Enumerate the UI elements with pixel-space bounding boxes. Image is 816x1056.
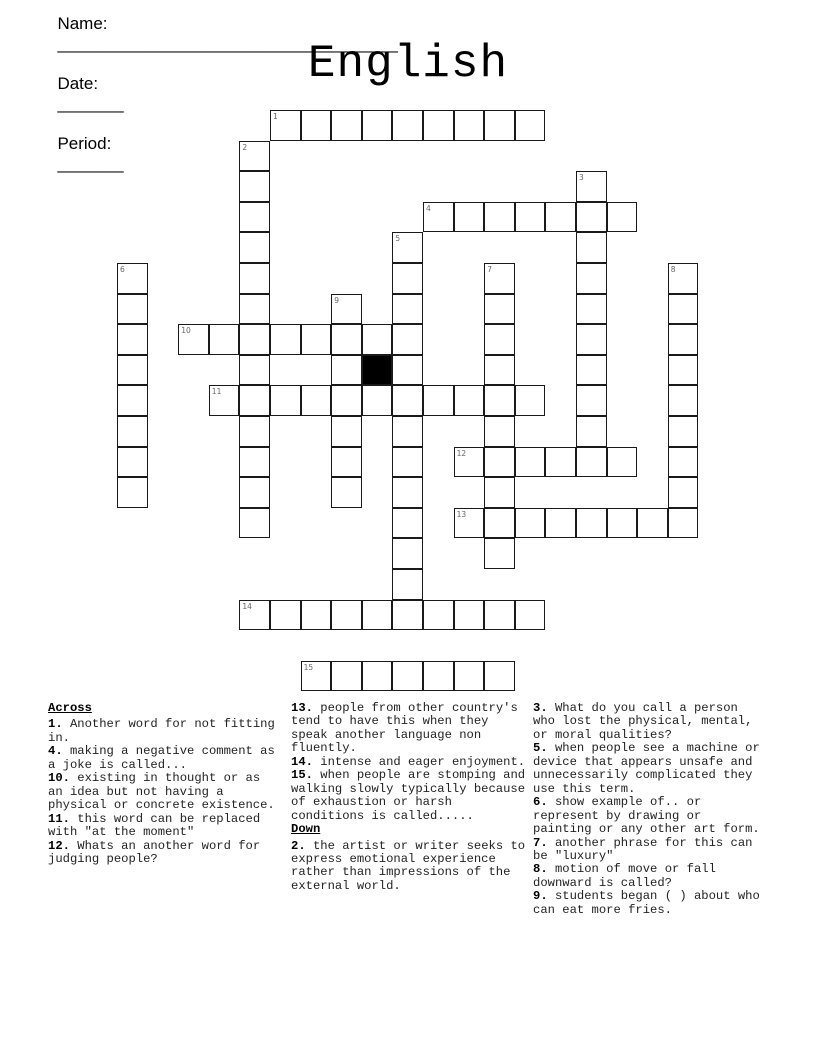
grid-cell[interactable] (117, 416, 148, 447)
grid-cell[interactable] (392, 110, 423, 141)
grid-cell[interactable] (392, 355, 423, 386)
grid-cell[interactable] (117, 447, 148, 478)
grid-cell[interactable] (484, 355, 515, 386)
grid-cell[interactable] (301, 324, 332, 355)
grid-cell[interactable] (484, 600, 515, 631)
grid-cell[interactable] (668, 294, 699, 325)
grid-cell[interactable] (331, 600, 362, 631)
grid-cell[interactable] (668, 416, 699, 447)
clue-number: 14 (242, 601, 252, 611)
clue-down-5: 5. when people see a machine or device that appears unsafe and unnecessarily complicated they use this term. (533, 741, 760, 796)
grid-cell[interactable] (392, 416, 423, 447)
grid-cell[interactable] (576, 447, 607, 478)
grid-cell[interactable] (484, 538, 515, 569)
grid-cell[interactable] (576, 508, 607, 539)
grid-cell[interactable] (576, 232, 607, 263)
grid-cell[interactable] (576, 294, 607, 325)
grid-cell[interactable] (454, 110, 485, 141)
grid-cell[interactable] (668, 447, 699, 478)
grid-cell[interactable] (331, 294, 362, 325)
grid-cell[interactable] (515, 447, 546, 478)
grid-cell[interactable] (545, 202, 576, 233)
grid-cell[interactable] (178, 324, 209, 355)
clue-across-13: 13. people from other country's tend to have this when they speak another language non fluently. (291, 701, 518, 756)
grid-cell[interactable] (239, 355, 270, 386)
grid-cell[interactable] (576, 385, 607, 416)
grid-cell[interactable] (637, 508, 668, 539)
grid-cell[interactable] (515, 385, 546, 416)
grid-cell[interactable] (392, 324, 423, 355)
grid-cell[interactable] (270, 324, 301, 355)
grid-cell[interactable] (423, 600, 454, 631)
grid-cell[interactable] (270, 385, 301, 416)
grid-cell[interactable] (423, 385, 454, 416)
grid-cell[interactable] (515, 508, 546, 539)
grid-cell[interactable] (331, 355, 362, 386)
grid-cell[interactable] (239, 263, 270, 294)
grid-cell[interactable] (392, 569, 423, 600)
clue-across-12: 12. Whats an another word for judging people? (48, 838, 261, 866)
grid-cell[interactable] (331, 447, 362, 478)
clue-across-14: 14. intense and eager enjoyment. (291, 754, 526, 769)
clue-number: 11 (211, 387, 222, 397)
grid-cell[interactable] (117, 355, 148, 386)
grid-cell[interactable] (576, 355, 607, 386)
name-field[interactable]: ____________________________________ (57, 34, 398, 53)
grid-cell[interactable] (331, 661, 362, 692)
clue-down-8: 8. motion of move or fall downward is called? (533, 862, 716, 890)
grid-cell[interactable] (331, 416, 362, 447)
grid-cell[interactable] (484, 416, 515, 447)
grid-cell[interactable] (239, 171, 270, 202)
grid-cell[interactable] (484, 110, 515, 141)
grid-cell[interactable] (392, 385, 423, 416)
clue-down-2: 2. the artist or writer seeks to express emotional experience rather than impressions of the external world. (291, 838, 526, 893)
grid-cell[interactable] (423, 202, 454, 233)
grid-cell[interactable] (392, 538, 423, 569)
grid-cell[interactable] (331, 477, 362, 508)
grid-cell[interactable] (239, 447, 270, 478)
grid-cell[interactable] (362, 600, 393, 631)
grid-cell[interactable] (576, 416, 607, 447)
clue-across-15: 15. when people are stomping and walking slowly typically because of exhaustion or harsh conditions is called..... (291, 768, 526, 823)
clue-number: 15 (303, 662, 314, 672)
clue-number: 12 (456, 448, 467, 458)
grid-cell[interactable] (454, 600, 485, 631)
grid-cell[interactable] (331, 110, 362, 141)
grid-cell[interactable] (301, 600, 332, 631)
grid-cell[interactable] (484, 324, 515, 355)
grid-cell[interactable] (117, 294, 148, 325)
clues-column-2 (291, 702, 529, 893)
grid-cell[interactable] (668, 355, 699, 386)
grid-cell[interactable] (454, 447, 485, 478)
grid-cell[interactable] (576, 263, 607, 294)
clue-number: 7 (487, 265, 492, 274)
clue-down-6: 6. show example of.. or represent by drawing or painting or any other art form. (533, 795, 760, 837)
date-label: Date: (57, 74, 99, 93)
grid-cell[interactable] (392, 263, 423, 294)
grid-cell[interactable] (239, 600, 270, 631)
page-title: English (307, 38, 509, 90)
clue-across-10: 10. existing in thought or as an idea but not having a physical or concrete existence. (48, 771, 275, 813)
grid-cell[interactable] (484, 661, 515, 692)
grid-cell[interactable] (454, 508, 485, 539)
clue-number: 9 (334, 295, 339, 305)
grid-cell[interactable] (484, 447, 515, 478)
grid-cell[interactable] (423, 661, 454, 692)
grid-cell[interactable] (484, 294, 515, 325)
grid-cell[interactable] (607, 508, 638, 539)
black-cell (362, 355, 393, 386)
grid-cell[interactable] (515, 600, 546, 631)
clue-number: 6 (120, 265, 125, 274)
grid-cell[interactable] (117, 477, 148, 508)
grid-cell[interactable] (515, 202, 546, 233)
clue-number: 3 (579, 173, 584, 183)
grid-cell[interactable] (331, 324, 362, 355)
name-label: Name: (57, 14, 108, 33)
grid-cell[interactable] (117, 263, 148, 294)
grid-cell[interactable] (392, 447, 423, 478)
grid-cell[interactable] (392, 294, 423, 325)
grid-cell[interactable] (515, 110, 546, 141)
date-field[interactable]: _______ (57, 94, 124, 113)
clue-number: 13 (456, 509, 467, 519)
clue-across-1: 1. Another word for not fitting in. (48, 717, 275, 745)
clue-number: 10 (181, 326, 191, 336)
clue-down-3: 3. What do you call a person who lost the physical, mental, or moral qualities? (533, 701, 753, 742)
grid-cell[interactable] (331, 385, 362, 416)
grid-cell[interactable] (454, 202, 485, 233)
grid-cell[interactable] (545, 508, 576, 539)
down-heading: Down (291, 822, 321, 837)
grid-cell[interactable] (484, 263, 515, 294)
clue-down-9: 9. students began ( ) about who can eat more fries. (533, 889, 760, 917)
grid-cell[interactable] (484, 385, 515, 416)
grid-cell[interactable] (576, 171, 607, 202)
across-heading: Across (48, 701, 92, 715)
clue-number: 5 (395, 234, 401, 244)
grid-cell[interactable] (239, 477, 270, 508)
grid-cell[interactable] (239, 232, 270, 263)
grid-cell[interactable] (454, 385, 485, 416)
clue-number: 2 (242, 142, 248, 152)
grid-cell[interactable] (607, 447, 638, 478)
grid-cell[interactable] (668, 324, 699, 355)
period-label: Period: (57, 134, 112, 153)
grid-cell[interactable] (607, 202, 638, 233)
clue-number: 4 (426, 203, 431, 213)
grid-cell[interactable] (362, 110, 393, 141)
grid-cell[interactable] (576, 202, 607, 233)
grid-cell[interactable] (301, 661, 332, 692)
grid-cell[interactable] (668, 508, 699, 539)
clue-number: 1 (273, 112, 278, 121)
grid-cell[interactable] (239, 324, 270, 355)
grid-cell[interactable] (270, 110, 301, 141)
grid-cell[interactable] (239, 294, 270, 325)
grid-cell[interactable] (484, 477, 515, 508)
grid-cell[interactable] (301, 110, 332, 141)
grid-cell[interactable] (668, 385, 699, 416)
grid-cell[interactable] (484, 508, 515, 539)
grid-cell[interactable] (484, 202, 515, 233)
grid-cell[interactable] (392, 232, 423, 263)
clue-across-11: 11. this word can be replaced with "at the moment" (48, 811, 261, 840)
grid-cell[interactable] (209, 324, 240, 355)
grid-cell[interactable] (239, 508, 270, 539)
grid-cell[interactable] (392, 600, 423, 631)
grid-cell[interactable] (239, 385, 270, 416)
clues-column-3 (533, 702, 765, 917)
grid-cell[interactable] (392, 508, 423, 539)
grid-cell[interactable] (454, 661, 485, 692)
clue-down-7: 7. another phrase for this can be "luxury" (533, 835, 753, 863)
grid-cell[interactable] (668, 477, 699, 508)
grid-cell[interactable] (239, 202, 270, 233)
grid-cell[interactable] (270, 600, 301, 631)
grid-cell[interactable] (423, 110, 454, 141)
grid-cell[interactable] (362, 385, 393, 416)
grid-cell[interactable] (239, 416, 270, 447)
grid-cell[interactable] (239, 141, 270, 172)
clues-column-1 (48, 702, 280, 866)
grid-cell[interactable] (117, 385, 148, 416)
period-field[interactable]: _______ (57, 154, 124, 173)
grid-cell[interactable] (392, 477, 423, 508)
grid-cell[interactable] (117, 324, 148, 355)
grid-cell[interactable] (362, 324, 393, 355)
grid-cell[interactable] (668, 263, 699, 294)
clue-across-4: 4. making a negative comment as a joke is called... (48, 744, 275, 772)
grid-cell[interactable] (392, 661, 423, 692)
grid-cell[interactable] (301, 385, 332, 416)
clue-number: 8 (670, 265, 676, 274)
grid-cell[interactable] (545, 447, 576, 478)
grid-cell[interactable] (362, 661, 393, 692)
grid-cell[interactable] (576, 324, 607, 355)
grid-cell[interactable] (209, 385, 240, 416)
